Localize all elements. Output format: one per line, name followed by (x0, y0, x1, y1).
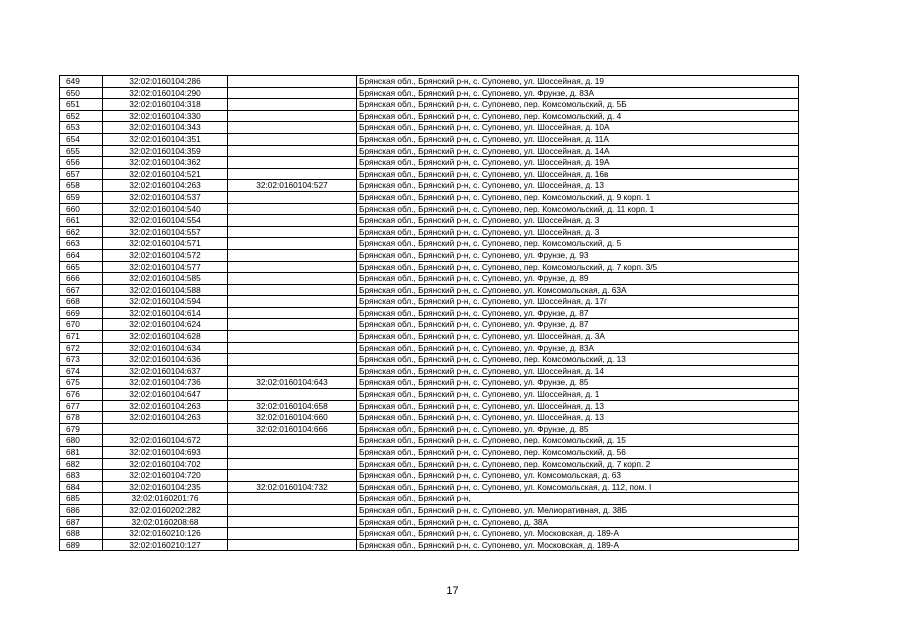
table-row (60, 319, 799, 331)
table-row (60, 215, 799, 227)
row-number-cell: 665 (60, 261, 103, 273)
address-cell: Брянская обл., Брянский р-н, с. Супонево, ул. Фрунзе, д. 93 (357, 249, 799, 261)
table-row (60, 203, 799, 215)
table-row (60, 389, 799, 401)
cadastral-number-cell: 32:02:0160104:577 (103, 261, 228, 273)
related-cadastral-number-cell (228, 296, 357, 308)
cadastral-number-cell: 32:02:0160104:521 (103, 168, 228, 180)
address-cell: Брянская обл., Брянский р-н, с. Супонево, ул. Фрунзе, д. 85 (357, 377, 799, 389)
row-number-cell: 663 (60, 238, 103, 250)
row-number-cell: 676 (60, 389, 103, 401)
address-cell: Брянская обл., Брянский р-н, с. Супонево, пер. Комсомольский, д. 15 (357, 435, 799, 447)
related-cadastral-number-cell (228, 516, 357, 528)
table-row (60, 539, 799, 551)
related-cadastral-number-cell: 32:02:0160104:732 (228, 481, 357, 493)
related-cadastral-number-cell (228, 342, 357, 354)
row-number-cell: 689 (60, 539, 103, 551)
table-row (60, 180, 799, 192)
related-cadastral-number-cell (228, 504, 357, 516)
table-row (60, 191, 799, 203)
related-cadastral-number-cell (228, 215, 357, 227)
row-number-cell: 670 (60, 319, 103, 331)
row-number-cell: 660 (60, 203, 103, 215)
row-number-cell: 687 (60, 516, 103, 528)
table-row (60, 423, 799, 435)
related-cadastral-number-cell (228, 191, 357, 203)
address-cell: Брянская обл., Брянский р-н, с. Супонево, ул. Фрунзе, д. 83А (357, 342, 799, 354)
registry-table-body (60, 76, 799, 551)
address-cell: Брянская обл., Брянский р-н, с. Супонево, пер. Комсомольский, д. 13 (357, 354, 799, 366)
table-row (60, 168, 799, 180)
related-cadastral-number-cell (228, 110, 357, 122)
address-cell: Брянская обл., Брянский р-н, с. Супонево, пер. Комсомольский, д. 4 (357, 110, 799, 122)
cadastral-number-cell: 32:02:0160104:628 (103, 331, 228, 343)
related-cadastral-number-cell (228, 354, 357, 366)
address-cell: Брянская обл., Брянский р-н, с. Супонево, ул. Шоссейная, д. 19А (357, 157, 799, 169)
address-cell: Брянская обл., Брянский р-н, с. Супонево, ул. Шоссейная, д. 3 (357, 215, 799, 227)
related-cadastral-number-cell (228, 157, 357, 169)
related-cadastral-number-cell (228, 447, 357, 459)
related-cadastral-number-cell: 32:02:0160104:660 (228, 412, 357, 424)
related-cadastral-number-cell (228, 133, 357, 145)
cadastral-number-cell: 32:02:0160104:702 (103, 458, 228, 470)
cadastral-number-cell: 32:02:0160104:624 (103, 319, 228, 331)
table-row (60, 528, 799, 540)
address-cell: Брянская обл., Брянский р-н, с. Супонево, ул. Московская, д. 189-А (357, 539, 799, 551)
table-row (60, 226, 799, 238)
related-cadastral-number-cell (228, 389, 357, 401)
table-row (60, 133, 799, 145)
table-row (60, 377, 799, 389)
related-cadastral-number-cell (228, 122, 357, 134)
address-cell: Брянская обл., Брянский р-н, с. Супонево, ул. Фрунзе, д. 87 (357, 319, 799, 331)
address-cell: Брянская обл., Брянский р-н, с. Супонево, ул. Шоссейная, д. 10А (357, 122, 799, 134)
related-cadastral-number-cell (228, 528, 357, 540)
row-number-cell: 667 (60, 284, 103, 296)
related-cadastral-number-cell (228, 273, 357, 285)
related-cadastral-number-cell (228, 365, 357, 377)
table-row (60, 296, 799, 308)
cadastral-number-cell: 32:02:0160104:343 (103, 122, 228, 134)
address-cell: Брянская обл., Брянский р-н, с. Супонево, пер. Комсомольский, д. 56 (357, 447, 799, 459)
table-row (60, 447, 799, 459)
address-cell: Брянская обл., Брянский р-н, с. Супонево, ул. Шоссейная, д. 11А (357, 133, 799, 145)
table-row (60, 504, 799, 516)
address-cell: Брянская обл., Брянский р-н, с. Супонево, ул. Шоссейная, д. 1 (357, 389, 799, 401)
cadastral-number-cell: 32:02:0160210:127 (103, 539, 228, 551)
address-cell: Брянская обл., Брянский р-н, с. Супонево, ул. Шоссейная, д. 3 (357, 226, 799, 238)
table-row (60, 342, 799, 354)
cadastral-number-cell: 32:02:0160104:637 (103, 365, 228, 377)
table-row (60, 110, 799, 122)
address-cell: Брянская обл., Брянский р-н, с. Супонево, ул. Шоссейная, д. 14А (357, 145, 799, 157)
address-cell: Брянская обл., Брянский р-н, с. Супонево, пер. Комсомольский, д. 7 корп. 3/5 (357, 261, 799, 273)
cadastral-number-cell: 32:02:0160104:736 (103, 377, 228, 389)
table-row (60, 307, 799, 319)
row-number-cell: 684 (60, 481, 103, 493)
row-number-cell: 683 (60, 470, 103, 482)
cadastral-number-cell: 32:02:0160201:76 (103, 493, 228, 505)
table-row (60, 365, 799, 377)
cadastral-number-cell: 32:02:0160104:290 (103, 87, 228, 99)
address-cell: Брянская обл., Брянский р-н, с. Супонево, пер. Комсомольский, д. 11 корп. 1 (357, 203, 799, 215)
cadastral-number-cell: 32:02:0160208:68 (103, 516, 228, 528)
address-cell: Брянская обл., Брянский р-н, с. Супонево, пер. Комсомольский, д. 5Б (357, 99, 799, 111)
address-cell: Брянская обл., Брянский р-н, с. Супонево, ул. Шоссейная, д. 14 (357, 365, 799, 377)
address-cell: Брянская обл., Брянский р-н, с. Супонево, ул. Московская, д. 189-А (357, 528, 799, 540)
cadastral-number-cell: 32:02:0160104:614 (103, 307, 228, 319)
row-number-cell: 675 (60, 377, 103, 389)
page-number: 17 (446, 585, 459, 597)
row-number-cell: 680 (60, 435, 103, 447)
row-number-cell: 668 (60, 296, 103, 308)
row-number-cell: 669 (60, 307, 103, 319)
row-number-cell: 655 (60, 145, 103, 157)
row-number-cell: 679 (60, 423, 103, 435)
table-row (60, 157, 799, 169)
row-number-cell: 662 (60, 226, 103, 238)
cadastral-number-cell: 32:02:0160104:594 (103, 296, 228, 308)
cadastral-number-cell (103, 423, 228, 435)
table-row (60, 481, 799, 493)
row-number-cell: 681 (60, 447, 103, 459)
table-row (60, 238, 799, 250)
related-cadastral-number-cell (228, 331, 357, 343)
related-cadastral-number-cell (228, 168, 357, 180)
cadastral-number-cell: 32:02:0160104:585 (103, 273, 228, 285)
address-cell: Брянская обл., Брянский р-н, с. Супонево, ул. Комсомольская, д. 112, пом. I (357, 481, 799, 493)
related-cadastral-number-cell (228, 493, 357, 505)
address-cell: Брянская обл., Брянский р-н, с. Супонево, ул. Шоссейная, д. 17г (357, 296, 799, 308)
row-number-cell: 664 (60, 249, 103, 261)
row-number-cell: 673 (60, 354, 103, 366)
row-number-cell: 678 (60, 412, 103, 424)
row-number-cell: 652 (60, 110, 103, 122)
cadastral-number-cell: 32:02:0160104:537 (103, 191, 228, 203)
table-row (60, 458, 799, 470)
row-number-cell: 654 (60, 133, 103, 145)
cadastral-number-cell: 32:02:0160104:634 (103, 342, 228, 354)
table-row (60, 354, 799, 366)
row-number-cell: 682 (60, 458, 103, 470)
related-cadastral-number-cell: 32:02:0160104:666 (228, 423, 357, 435)
cadastral-number-cell: 32:02:0160104:672 (103, 435, 228, 447)
address-cell: Брянская обл., Брянский р-н, с. Супонево, пер. Комсомольский, д. 9 корп. 1 (357, 191, 799, 203)
table-row (60, 331, 799, 343)
address-cell: Брянская обл., Брянский р-н, с. Супонево, ул. Шоссейная, д. 13 (357, 412, 799, 424)
related-cadastral-number-cell (228, 307, 357, 319)
related-cadastral-number-cell (228, 539, 357, 551)
related-cadastral-number-cell (228, 226, 357, 238)
table-row (60, 284, 799, 296)
cadastral-number-cell: 32:02:0160210:126 (103, 528, 228, 540)
row-number-cell: 685 (60, 493, 103, 505)
row-number-cell: 672 (60, 342, 103, 354)
cadastral-number-cell: 32:02:0160104:571 (103, 238, 228, 250)
related-cadastral-number-cell (228, 284, 357, 296)
table-row (60, 145, 799, 157)
address-cell: Брянская обл., Брянский р-н, с. Супонево, ул. Мелиоративная, д. 38Б (357, 504, 799, 516)
table-row (60, 122, 799, 134)
table-row (60, 470, 799, 482)
related-cadastral-number-cell (228, 203, 357, 215)
related-cadastral-number-cell (228, 435, 357, 447)
related-cadastral-number-cell: 32:02:0160104:643 (228, 377, 357, 389)
row-number-cell: 659 (60, 191, 103, 203)
table-row (60, 76, 799, 88)
related-cadastral-number-cell (228, 319, 357, 331)
address-cell: Брянская обл., Брянский р-н, с. Супонево, д. 38А (357, 516, 799, 528)
related-cadastral-number-cell (228, 238, 357, 250)
cadastral-number-cell: 32:02:0160104:647 (103, 389, 228, 401)
address-cell: Брянская обл., Брянский р-н, с. Супонево, ул. Комсомольская, д. 63А (357, 284, 799, 296)
address-cell: Брянская обл., Брянский р-н, с. Супонево, ул. Шоссейная, д. 19 (357, 76, 799, 88)
table-row (60, 493, 799, 505)
table-row (60, 412, 799, 424)
related-cadastral-number-cell (228, 99, 357, 111)
cadastral-number-cell: 32:02:0160104:720 (103, 470, 228, 482)
row-number-cell: 649 (60, 76, 103, 88)
cadastral-number-cell: 32:02:0160104:362 (103, 157, 228, 169)
related-cadastral-number-cell (228, 249, 357, 261)
related-cadastral-number-cell: 32:02:0160104:658 (228, 400, 357, 412)
table-row (60, 87, 799, 99)
address-cell: Брянская обл., Брянский р-н, с. Супонево, ул. Фрунзе, д. 85 (357, 423, 799, 435)
related-cadastral-number-cell (228, 470, 357, 482)
row-number-cell: 651 (60, 99, 103, 111)
address-cell: Брянская обл., Брянский р-н, с. Супонево, ул. Шоссейная, д. 3А (357, 331, 799, 343)
cadastral-number-cell: 32:02:0160104:263 (103, 412, 228, 424)
cadastral-number-cell: 32:02:0160104:588 (103, 284, 228, 296)
table-row (60, 99, 799, 111)
row-number-cell: 677 (60, 400, 103, 412)
cadastral-number-cell: 32:02:0160104:318 (103, 99, 228, 111)
row-number-cell: 657 (60, 168, 103, 180)
related-cadastral-number-cell (228, 145, 357, 157)
row-number-cell: 671 (60, 331, 103, 343)
cadastral-number-cell: 32:02:0160104:263 (103, 400, 228, 412)
table-row (60, 273, 799, 285)
address-cell: Брянская обл., Брянский р-н, с. Супонево, ул. Шоссейная, д. 13 (357, 180, 799, 192)
address-cell: Брянская обл., Брянский р-н, с. Супонево, ул. Фрунзе, д. 83А (357, 87, 799, 99)
cadastral-number-cell: 32:02:0160104:554 (103, 215, 228, 227)
table-row (60, 516, 799, 528)
address-cell: Брянская обл., Брянский р-н, с. Супонево, ул. Шоссейная, д. 16в (357, 168, 799, 180)
cadastral-number-cell: 32:02:0160104:557 (103, 226, 228, 238)
table-row (60, 400, 799, 412)
address-cell: Брянская обл., Брянский р-н, с. Супонево, ул. Фрунзе, д. 89 (357, 273, 799, 285)
related-cadastral-number-cell (228, 76, 357, 88)
cadastral-number-cell: 32:02:0160104:693 (103, 447, 228, 459)
related-cadastral-number-cell (228, 87, 357, 99)
address-cell: Брянская обл., Брянский р-н, (357, 493, 799, 505)
table-row (60, 435, 799, 447)
related-cadastral-number-cell (228, 261, 357, 273)
cadastral-number-cell: 32:02:0160104:572 (103, 249, 228, 261)
address-cell: Брянская обл., Брянский р-н, с. Супонево, ул. Шоссейная, д. 13 (357, 400, 799, 412)
address-cell: Брянская обл., Брянский р-н, с. Супонево, ул. Комсомольская, д. 63 (357, 470, 799, 482)
address-cell: Брянская обл., Брянский р-н, с. Супонево, пер. Комсомольский, д. 7 корп. 2 (357, 458, 799, 470)
row-number-cell: 661 (60, 215, 103, 227)
table-row (60, 261, 799, 273)
row-number-cell: 658 (60, 180, 103, 192)
cadastral-number-cell: 32:02:0160104:263 (103, 180, 228, 192)
row-number-cell: 650 (60, 87, 103, 99)
related-cadastral-number-cell: 32:02:0160104:527 (228, 180, 357, 192)
row-number-cell: 656 (60, 157, 103, 169)
related-cadastral-number-cell (228, 458, 357, 470)
cadastral-number-cell: 32:02:0160104:540 (103, 203, 228, 215)
cadastral-number-cell: 32:02:0160202:282 (103, 504, 228, 516)
cadastral-number-cell: 32:02:0160104:286 (103, 76, 228, 88)
cadastral-number-cell: 32:02:0160104:351 (103, 133, 228, 145)
address-cell: Брянская обл., Брянский р-н, с. Супонево, пер. Комсомольский, д. 5 (357, 238, 799, 250)
cadastral-number-cell: 32:02:0160104:235 (103, 481, 228, 493)
table-row (60, 249, 799, 261)
row-number-cell: 674 (60, 365, 103, 377)
cadastral-number-cell: 32:02:0160104:636 (103, 354, 228, 366)
row-number-cell: 686 (60, 504, 103, 516)
row-number-cell: 653 (60, 122, 103, 134)
row-number-cell: 666 (60, 273, 103, 285)
row-number-cell: 688 (60, 528, 103, 540)
cadastral-number-cell: 32:02:0160104:330 (103, 110, 228, 122)
cadastral-number-cell: 32:02:0160104:359 (103, 145, 228, 157)
registry-table (59, 75, 799, 551)
address-cell: Брянская обл., Брянский р-н, с. Супонево, ул. Фрунзе, д. 87 (357, 307, 799, 319)
